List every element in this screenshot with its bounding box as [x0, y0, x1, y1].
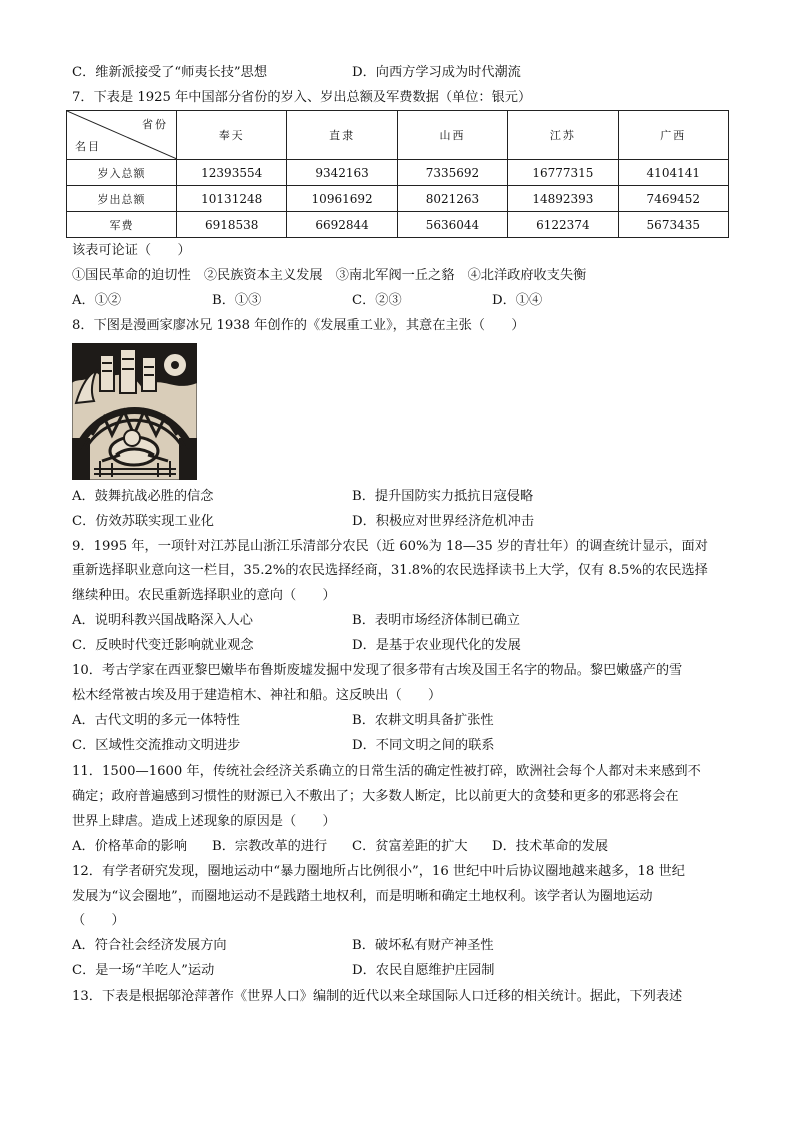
- corner-item-label: 名目: [75, 140, 101, 153]
- table-cell: 16777315: [508, 160, 618, 186]
- row-label: 军费: [67, 212, 177, 238]
- q13-line-1: 13．下表是根据邬沧萍著作《世界人口》编制的近代以来全球国际人口迁移的相关统计。据此，下列表述: [72, 989, 683, 1004]
- q9-option-c: C．反映时代变迁影响就业观念: [72, 638, 254, 653]
- q9-line-3: 继续种田。农民重新选择职业的意向（ ）: [72, 588, 336, 603]
- table-cell: 14892393: [508, 186, 618, 212]
- q8-option-c: C．仿效苏联实现工业化: [72, 514, 214, 529]
- cartoon-heavy-industry-image: [72, 343, 197, 480]
- table-cell: 7469452: [618, 186, 728, 212]
- q11-line-1: 11．1500—1600 年，传统社会经济关系确立的日常生活的确定性被打碎，欧洲社会每个人都对未来感到不: [72, 764, 701, 779]
- table-cell: 8021263: [397, 186, 507, 212]
- q9-line-2: 重新选择职业意向这一栏目，35.2%的农民选择经商，31.8%的农民选择读书上大学，仅有 8.5%的农民选择: [72, 563, 708, 578]
- q7-option-b: B．①③: [212, 293, 262, 308]
- q10-line-1: 10．考古学家在西亚黎巴嫩毕布鲁斯废墟发掘中发现了很多带有古埃及国王名字的物品。黎巴嫩盛产的雪: [72, 663, 683, 678]
- q7-prompt: 该表可论证（ ）: [72, 243, 191, 258]
- q8-option-a: A．鼓舞抗战必胜的信念: [72, 489, 214, 504]
- q9-option-a: A．说明科教兴国战略深入人心: [72, 613, 253, 628]
- q12-option-d: D．农民自愿维护庄园制: [352, 963, 495, 978]
- table-cell: 12393554: [177, 160, 287, 186]
- province-header: 直隶: [287, 111, 397, 160]
- q9-line-1: 9．1995 年，一项针对江苏昆山浙江乐清部分农民（近 60%为 18—35 岁的青壮年）的调查统计显示，面对: [72, 539, 708, 554]
- table-cell: 6918538: [177, 212, 287, 238]
- q12-option-a: A．符合社会经济发展方向: [72, 938, 227, 953]
- q7-stem: 7．下表是 1925 年中国部分省份的岁入、岁出总额及军费数据（单位：银元）: [72, 90, 532, 105]
- q10-option-d: D．不同文明之间的联系: [352, 738, 495, 753]
- q7-fiscal-table: [66, 110, 729, 238]
- q8-stem: 8．下图是漫画家廖冰兄 1938 年创作的《发展重工业》，其意在主张（ ）: [72, 318, 525, 333]
- row-label: 岁出总额: [67, 186, 177, 212]
- table-header-row: [67, 111, 729, 160]
- q7-option-a: A．①②: [72, 293, 122, 308]
- q12-line-3: （ ）: [72, 913, 125, 928]
- province-header: 广西: [618, 111, 728, 160]
- table-cell: 4104141: [618, 160, 728, 186]
- q11-line-3: 世界上肆虐。造成上述现象的原因是（ ）: [72, 814, 336, 829]
- q6-option-d: D．向西方学习成为时代潮流: [352, 65, 521, 80]
- q7-option-c: C．②③: [352, 293, 402, 308]
- q6-option-c: C．维新派接受了“师夷长技”思想: [72, 65, 268, 80]
- q11-option-c: C．贫富差距的扩大: [352, 839, 468, 854]
- row-label: 岁入总额: [67, 160, 177, 186]
- q12-option-c: C．是一场“羊吃人”运动: [72, 963, 215, 978]
- q12-line-1: 12．有学者研究发现，圈地运动中“暴力圈地所占比例很小”，16 世纪中叶后协议圈地越来越多，18 世纪: [72, 864, 685, 879]
- table-row: [67, 160, 729, 186]
- table-cell: 6122374: [508, 212, 618, 238]
- q12-line-2: 发展为“议会圈地”，而圈地运动不是践踏土地权利，而是明晰和确定土地权利。该学者认为圈地运动: [72, 889, 653, 904]
- province-header: 江苏: [508, 111, 618, 160]
- q8-option-d: D．积极应对世界经济危机冲击: [352, 514, 535, 529]
- table-cell: 10131248: [177, 186, 287, 212]
- q12-option-b: B．破坏私有财产神圣性: [352, 938, 494, 953]
- q7-items: ①国民革命的迫切性 ②民族资本主义发展 ③南北军阀一丘之貉 ④北洋政府收支失衡: [72, 268, 587, 283]
- table-cell: 10961692: [287, 186, 397, 212]
- q11-option-a: A．价格革命的影响: [72, 839, 188, 854]
- table-corner-cell: [67, 111, 177, 160]
- province-header: 山西: [397, 111, 507, 160]
- q11-option-d: D．技术革命的发展: [492, 839, 609, 854]
- q11-line-2: 确定；政府普遍感到习惯性的财源已入不敷出了；大多数人断定，比以前更大的贪婪和更多的邪恶将会在: [72, 789, 679, 804]
- q8-option-b: B．提升国防实力抵抗日寇侵略: [352, 489, 534, 504]
- corner-province-label: 省份: [142, 118, 168, 131]
- q10-option-a: A．古代文明的多元一体特性: [72, 713, 240, 728]
- table-cell: 6692844: [287, 212, 397, 238]
- province-header: 奉天: [177, 111, 287, 160]
- table-cell: 7335692: [397, 160, 507, 186]
- q10-option-c: C．区域性交流推动文明进步: [72, 738, 241, 753]
- q11-option-b: B．宗教改革的进行: [212, 839, 328, 854]
- table-cell: 5636044: [397, 212, 507, 238]
- q10-line-2: 松木经常被古埃及用于建造棺木、神社和船。这反映出（ ）: [72, 688, 442, 703]
- q10-option-b: B．农耕文明具备扩张性: [352, 713, 494, 728]
- table-cell: 5673435: [618, 212, 728, 238]
- q9-option-d: D．是基于农业现代化的发展: [352, 638, 521, 653]
- q7-option-d: D．①④: [492, 293, 543, 308]
- table-cell: 9342163: [287, 160, 397, 186]
- table-row: [67, 186, 729, 212]
- q9-option-b: B．表明市场经济体制已确立: [352, 613, 520, 628]
- table-row: [67, 212, 729, 238]
